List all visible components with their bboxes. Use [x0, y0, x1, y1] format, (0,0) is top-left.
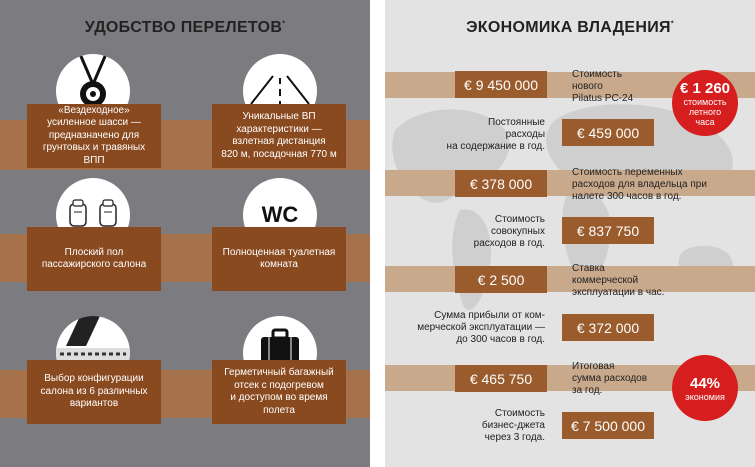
value-charter-rate: € 2 500 [455, 266, 547, 293]
value-charter-profit: € 372 000 [562, 314, 654, 341]
svg-text:WC: WC [261, 202, 299, 227]
badge-savings: 44% экономия [672, 355, 738, 421]
feature-card-landing-gear: «Вездеходное» усиленное шасси — предназначено для грунтовых и травяных ВПП [27, 104, 161, 168]
label-charter-profit: Сумма прибыли от ком- мерческой эксплуатации — до 300 часов в год. [417, 310, 545, 345]
economics-title: ЭКОНОМИКА ВЛАДЕНИЯ* [466, 19, 674, 36]
value-residual-value: € 7 500 000 [562, 412, 654, 439]
economics-panel [385, 0, 755, 467]
value-new-aircraft: € 9 450 000 [455, 71, 547, 98]
feature-card-runway: Уникальные ВП характеристики — взлетная дистанция 820 м, посадочная 770 м [212, 104, 346, 168]
label-total-costs: Стоимость совокупных расходов в год. [473, 214, 545, 249]
feature-card-toilet: Полноценная туалетная комната [212, 227, 346, 291]
label-total-annual: Итоговая сумма расходов за год. [572, 361, 648, 396]
right-band-3 [385, 266, 755, 292]
feature-card-flat-floor: Плоский пол пассажирского салона [27, 227, 161, 291]
value-fixed-costs: € 459 000 [562, 119, 654, 146]
label-residual-value: Стоимость бизнес-джета через 3 года. [481, 408, 545, 443]
feature-card-configuration: Выбор конфигурации салона из 6 различных вариантов [27, 360, 161, 424]
comfort-title: УДОБСТВО ПЕРЕЛЕТОВ* [84, 19, 286, 36]
comfort-panel [0, 0, 370, 467]
label-new-aircraft: Стоимость нового Pilatus PC-24 [572, 69, 634, 104]
value-total-costs: € 837 750 [562, 217, 654, 244]
label-fixed-costs: Постоянные расходы на содержание в год. [446, 117, 545, 152]
label-variable-costs: Стоимость переменных расходов для владельца при налете 300 часов в год. [572, 167, 707, 202]
value-total-annual: € 465 750 [455, 365, 547, 392]
label-charter-rate: Ставка коммерческой эксплуатации в час. [572, 263, 665, 298]
value-variable-costs: € 378 000 [455, 170, 547, 197]
badge-hourly-cost: € 1 260 стоимость летного часа [672, 70, 738, 136]
feature-card-baggage: Герметичный багажный отсек с подогревом и доступом во время полета [212, 360, 346, 424]
